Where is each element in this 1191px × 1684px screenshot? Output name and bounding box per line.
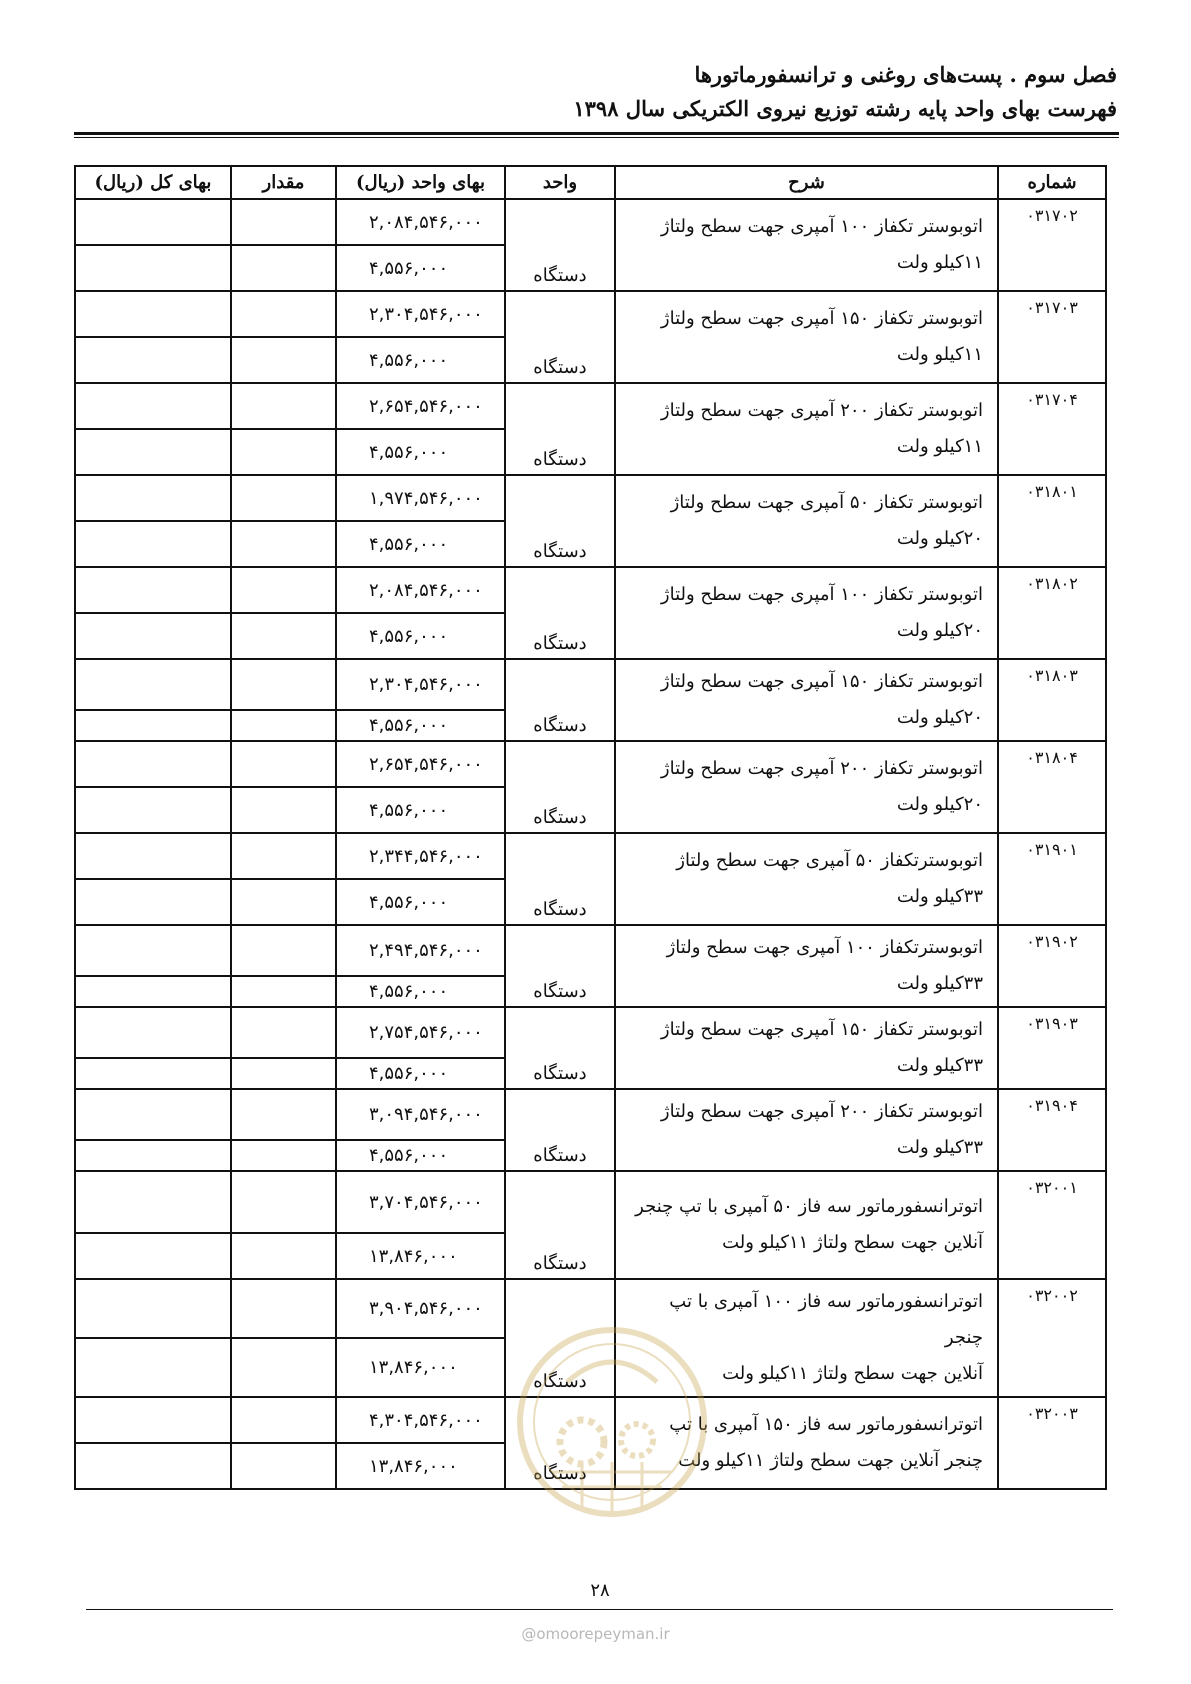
item-unit-price-secondary: ۴,۵۵۶,۰۰۰: [336, 521, 505, 567]
table-row: [75, 1171, 1106, 1233]
item-quantity: [231, 925, 336, 976]
item-description-line2: چنجر آنلاین جهت سطح ولتاژ ۱۱کیلو ولت: [678, 1450, 983, 1471]
table-row: [75, 741, 1106, 787]
item-number: ۰۳۱۸۰۲: [998, 567, 1106, 659]
item-description: [615, 925, 998, 1007]
item-unit-price: ۲,۶۵۴,۵۴۶,۰۰۰: [336, 383, 505, 429]
item-quantity: [231, 1089, 336, 1140]
item-unit-price: ۴,۳۰۴,۵۴۶,۰۰۰: [336, 1397, 505, 1443]
item-unit-price: ۲,۷۵۴,۵۴۶,۰۰۰: [336, 1007, 505, 1058]
item-total-price: [75, 741, 231, 787]
item-description-line2: ۳۳کیلو ولت: [896, 1137, 983, 1158]
item-description-line1: اتوترانسفورماتور سه فاز ۱۰۰ آمپری با تپ چنجر: [669, 1291, 983, 1348]
item-unit-price: ۲,۳۰۴,۵۴۶,۰۰۰: [336, 659, 505, 710]
item-total-price: [75, 1171, 231, 1233]
table-row: [75, 475, 1106, 521]
publisher-seal-watermark: [512, 1322, 712, 1522]
item-unit-price: ۱,۹۷۴,۵۴۶,۰۰۰: [336, 475, 505, 521]
table-row: [75, 567, 1106, 613]
item-total-price-secondary: [75, 337, 231, 383]
item-number: ۰۳۲۰۰۱: [998, 1171, 1106, 1279]
table-header-row: [75, 166, 1106, 199]
item-quantity: [231, 291, 336, 337]
table-row: [75, 291, 1106, 337]
item-total-price-secondary: [75, 1140, 231, 1171]
item-unit: دستگاه: [505, 1279, 615, 1397]
item-quantity-secondary: [231, 976, 336, 1007]
page-number: ۲۸: [590, 1580, 610, 1601]
item-total-price-secondary: [75, 613, 231, 659]
item-number: ۰۳۲۰۰۳: [998, 1397, 1106, 1489]
item-description: [615, 291, 998, 383]
item-description: [615, 383, 998, 475]
item-unit-price-secondary: ۴,۵۵۶,۰۰۰: [336, 787, 505, 833]
item-unit: دستگاه: [505, 833, 615, 925]
table-row: [75, 199, 1106, 245]
item-quantity: [231, 833, 336, 879]
item-unit-price-secondary: ۴,۵۵۶,۰۰۰: [336, 429, 505, 475]
header-rule-thin: [74, 137, 1119, 138]
price-table: [74, 165, 1107, 1490]
item-quantity-secondary: [231, 1443, 336, 1489]
item-unit-price: ۲,۰۸۴,۵۴۶,۰۰۰: [336, 199, 505, 245]
item-unit: دستگاه: [505, 1397, 615, 1489]
item-number: ۰۳۱۷۰۴: [998, 383, 1106, 475]
item-description-line2: ۱۱کیلو ولت: [896, 252, 983, 273]
item-description: [615, 1007, 998, 1089]
item-number: ۰۳۱۸۰۳: [998, 659, 1106, 741]
item-description: [615, 741, 998, 833]
item-unit: دستگاه: [505, 1089, 615, 1171]
item-unit-price: ۲,۴۹۴,۵۴۶,۰۰۰: [336, 925, 505, 976]
col-header-number: شماره: [998, 166, 1106, 199]
item-quantity: [231, 1397, 336, 1443]
item-quantity-secondary: [231, 521, 336, 567]
item-quantity-secondary: [231, 710, 336, 741]
item-quantity: [231, 567, 336, 613]
item-unit-price-secondary: ۴,۵۵۶,۰۰۰: [336, 1140, 505, 1171]
item-unit-price: ۲,۶۵۴,۵۴۶,۰۰۰: [336, 741, 505, 787]
item-quantity: [231, 1279, 336, 1338]
item-description-line2: ۲۰کیلو ولت: [896, 707, 983, 728]
item-description-line1: اتوترانسفورماتور سه فاز ۱۵۰ آمپری با تپ: [669, 1414, 983, 1435]
item-total-price: [75, 1089, 231, 1140]
item-total-price: [75, 1007, 231, 1058]
item-description-line1: اتوبوسترتکفاز ۵۰ آمپری جهت سطح ولتاژ: [676, 850, 983, 871]
chapter-title: فصل سوم . پست‌های روغنی و ترانسفورماتورها: [694, 62, 1117, 87]
item-quantity-secondary: [231, 613, 336, 659]
item-description-line1: اتوبوستر تکفاز ۱۰۰ آمپری جهت سطح ولتاژ: [660, 216, 983, 237]
item-total-price-secondary: [75, 429, 231, 475]
item-description-line1: اتوترانسفورماتور سه فاز ۵۰ آمپری با تپ چنجر: [635, 1196, 983, 1217]
item-description: [615, 1089, 998, 1171]
item-unit-price-secondary: ۴,۵۵۶,۰۰۰: [336, 337, 505, 383]
item-total-price-secondary: [75, 1233, 231, 1279]
item-description-line1: اتوبوستر تکفاز ۲۰۰ آمپری جهت سطح ولتاژ: [660, 400, 983, 421]
item-unit-price-secondary: ۴,۵۵۶,۰۰۰: [336, 1058, 505, 1089]
item-quantity: [231, 1171, 336, 1233]
item-description: [615, 475, 998, 567]
item-quantity: [231, 659, 336, 710]
table-row: [75, 1007, 1106, 1058]
item-quantity-secondary: [231, 1338, 336, 1397]
item-unit: دستگاه: [505, 199, 615, 291]
item-total-price-secondary: [75, 1058, 231, 1089]
item-description-line1: اتوبوسترتکفاز ۱۰۰ آمپری جهت سطح ولتاژ: [666, 937, 983, 958]
item-description-line2: ۱۱کیلو ولت: [896, 436, 983, 457]
item-total-price-secondary: [75, 787, 231, 833]
item-description: [615, 833, 998, 925]
website-watermark: @omoorepeyman.ir: [521, 1625, 670, 1643]
item-quantity-secondary: [231, 1233, 336, 1279]
item-unit: دستگاه: [505, 567, 615, 659]
item-quantity-secondary: [231, 1140, 336, 1171]
item-description-line2: آنلاین جهت سطح ولتاژ ۱۱کیلو ولت: [722, 1232, 983, 1253]
item-description: [615, 659, 998, 741]
item-description: [615, 199, 998, 291]
item-total-price: [75, 1279, 231, 1338]
item-unit-price-secondary: ۴,۵۵۶,۰۰۰: [336, 976, 505, 1007]
item-description: [615, 1171, 998, 1279]
item-quantity: [231, 741, 336, 787]
item-number: ۰۳۱۷۰۲: [998, 199, 1106, 291]
item-unit-price: ۲,۳۴۴,۵۴۶,۰۰۰: [336, 833, 505, 879]
item-number: ۰۳۱۸۰۴: [998, 741, 1106, 833]
item-unit: دستگاه: [505, 1171, 615, 1279]
item-unit-price-secondary: ۴,۵۵۶,۰۰۰: [336, 879, 505, 925]
item-description-line1: اتوبوستر تکفاز ۱۵۰ آمپری جهت سطح ولتاژ: [660, 671, 983, 692]
item-description-line2: ۲۰کیلو ولت: [896, 794, 983, 815]
item-number: ۰۳۱۹۰۳: [998, 1007, 1106, 1089]
footer-rule: [86, 1609, 1113, 1610]
item-unit: دستگاه: [505, 925, 615, 1007]
item-unit-price-secondary: ۱۳,۸۴۶,۰۰۰: [336, 1443, 505, 1489]
item-description-line2: ۳۳کیلو ولت: [896, 1055, 983, 1076]
item-unit-price: ۳,۹۰۴,۵۴۶,۰۰۰: [336, 1279, 505, 1338]
item-quantity: [231, 1007, 336, 1058]
item-total-price: [75, 833, 231, 879]
item-quantity-secondary: [231, 429, 336, 475]
item-quantity-secondary: [231, 337, 336, 383]
item-unit-price: ۳,۰۹۴,۵۴۶,۰۰۰: [336, 1089, 505, 1140]
table-row: [75, 659, 1106, 710]
item-total-price: [75, 567, 231, 613]
table-body: [75, 199, 1106, 1489]
item-unit: دستگاه: [505, 291, 615, 383]
col-header-total-price: بهای کل (ریال): [75, 166, 231, 199]
item-number: ۰۳۱۸۰۱: [998, 475, 1106, 567]
item-number: ۰۳۱۹۰۴: [998, 1089, 1106, 1171]
item-quantity-secondary: [231, 245, 336, 291]
item-description-line1: اتوبوستر تکفاز ۵۰ آمپری جهت سطح ولتاژ: [670, 492, 983, 513]
item-total-price: [75, 199, 231, 245]
item-unit-price: ۲,۳۰۴,۵۴۶,۰۰۰: [336, 291, 505, 337]
item-unit-price-secondary: ۴,۵۵۶,۰۰۰: [336, 710, 505, 741]
item-unit-price: ۲,۰۸۴,۵۴۶,۰۰۰: [336, 567, 505, 613]
item-unit: دستگاه: [505, 659, 615, 741]
item-unit: دستگاه: [505, 741, 615, 833]
item-unit-price-secondary: ۴,۵۵۶,۰۰۰: [336, 245, 505, 291]
item-total-price-secondary: [75, 710, 231, 741]
item-total-price-secondary: [75, 1338, 231, 1397]
item-description-line1: اتوبوستر تکفاز ۱۰۰ آمپری جهت سطح ولتاژ: [660, 584, 983, 605]
item-unit-price-secondary: ۱۳,۸۴۶,۰۰۰: [336, 1233, 505, 1279]
item-description-line2: ۳۳کیلو ولت: [896, 886, 983, 907]
item-unit-price-secondary: ۴,۵۵۶,۰۰۰: [336, 613, 505, 659]
item-total-price-secondary: [75, 521, 231, 567]
header-rule-thick: [74, 132, 1119, 135]
table-row: [75, 383, 1106, 429]
table-row: [75, 833, 1106, 879]
item-description-line2: ۲۰کیلو ولت: [896, 528, 983, 549]
item-description-line2: ۳۳کیلو ولت: [896, 973, 983, 994]
item-quantity-secondary: [231, 787, 336, 833]
item-quantity-secondary: [231, 1058, 336, 1089]
item-quantity: [231, 475, 336, 521]
item-total-price: [75, 925, 231, 976]
item-total-price: [75, 291, 231, 337]
item-description: [615, 567, 998, 659]
item-total-price-secondary: [75, 1443, 231, 1489]
item-description-line1: اتوبوستر تکفاز ۱۵۰ آمپری جهت سطح ولتاژ: [660, 308, 983, 329]
item-unit-price: ۳,۷۰۴,۵۴۶,۰۰۰: [336, 1171, 505, 1233]
item-unit-price-secondary: ۱۳,۸۴۶,۰۰۰: [336, 1338, 505, 1397]
item-quantity: [231, 199, 336, 245]
table-row: [75, 1089, 1106, 1140]
item-description-line1: اتوبوستر تکفاز ۱۵۰ آمپری جهت سطح ولتاژ: [660, 1019, 983, 1040]
item-total-price: [75, 383, 231, 429]
item-description-line2: آنلاین جهت سطح ولتاژ ۱۱کیلو ولت: [722, 1363, 983, 1384]
item-unit: دستگاه: [505, 475, 615, 567]
item-total-price-secondary: [75, 245, 231, 291]
item-description-line1: اتوبوستر تکفاز ۲۰۰ آمپری جهت سطح ولتاژ: [660, 1101, 983, 1122]
col-header-unit-price: بهای واحد (ریال): [336, 166, 505, 199]
item-total-price: [75, 475, 231, 521]
item-unit: دستگاه: [505, 1007, 615, 1089]
col-header-unit: واحد: [505, 166, 615, 199]
item-total-price-secondary: [75, 879, 231, 925]
table-row: [75, 925, 1106, 976]
item-total-price-secondary: [75, 976, 231, 1007]
col-header-quantity: مقدار: [231, 166, 336, 199]
item-number: ۰۳۱۹۰۲: [998, 925, 1106, 1007]
item-description-line1: اتوبوستر تکفاز ۲۰۰ آمپری جهت سطح ولتاژ: [660, 758, 983, 779]
item-quantity: [231, 383, 336, 429]
document-title: فهرست بهای واحد پایه رشته توزیع نیروی الکتریکی سال ۱۳۹۸: [573, 96, 1117, 121]
col-header-description: شرح: [615, 166, 998, 199]
item-number: ۰۳۱۷۰۳: [998, 291, 1106, 383]
item-unit: دستگاه: [505, 383, 615, 475]
item-description-line2: ۱۱کیلو ولت: [896, 344, 983, 365]
item-quantity-secondary: [231, 879, 336, 925]
item-description-line2: ۲۰کیلو ولت: [896, 620, 983, 641]
page-header: [67, 58, 1117, 126]
item-number: ۰۳۱۹۰۱: [998, 833, 1106, 925]
item-total-price: [75, 1397, 231, 1443]
item-number: ۰۳۲۰۰۲: [998, 1279, 1106, 1397]
item-total-price: [75, 659, 231, 710]
